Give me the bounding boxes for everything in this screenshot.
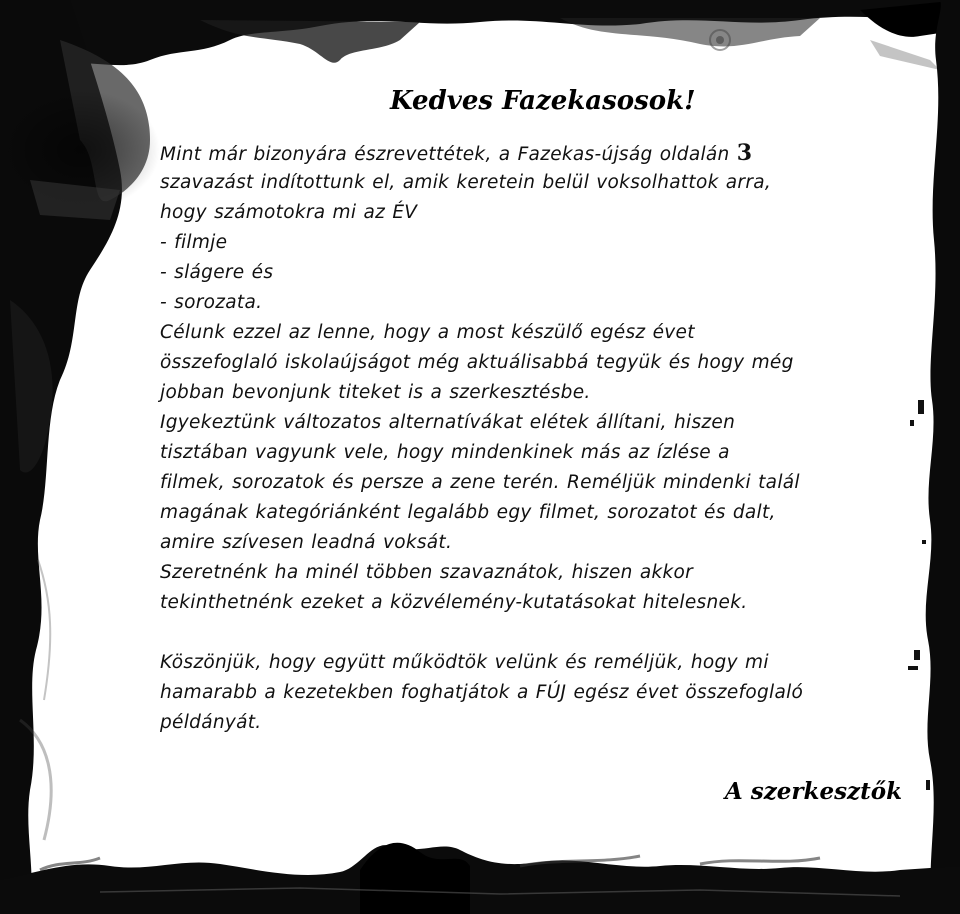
vote-count: 3 [736, 140, 753, 166]
body-line: Igyekeztünk változatos alternatívákat elétek állítani, hiszen [160, 412, 736, 433]
body-line: magának kategóriánként legalább egy filmet, sorozatot és dalt, [160, 502, 776, 523]
body-line: hogy számotokra mi az ÉV [160, 202, 418, 223]
paragraph-gap [160, 618, 902, 648]
list-item-series: - sorozata. [160, 292, 263, 313]
closing-line: példányát. [160, 712, 262, 733]
list-item-song: - slágere és [160, 262, 274, 283]
body-line: filmek, sorozatok és persze a zene terén. Reméljük mindenki talál [160, 472, 800, 493]
letter-body [160, 138, 902, 738]
body-line: Célunk ezzel az lenne, hogy a most készülő egész évet [160, 322, 695, 343]
body-line: Szeretnénk ha minél többen szavaznátok, hiszen akkor [160, 562, 694, 583]
closing-line: Köszönjük, hogy együtt működtök velünk és reméljük, hogy mi [160, 652, 769, 673]
closing-line: hamarabb a kezetekben foghatjátok a FÚJ egész évet összefoglaló [160, 682, 804, 703]
body-line: tisztában vagyunk vele, hogy mindenkinek más az ízlése a [160, 442, 730, 463]
body-line: amire szívesen leadná voksát. [160, 532, 453, 553]
body-line: jobban bevonjunk titeket is a szerkesztésbe. [160, 382, 591, 403]
body-line: tekinthetnénk ezeket a közvélemény-kutatásokat hitelesnek. [160, 592, 748, 613]
letter-content [160, 84, 902, 738]
intro-text: Mint már bizonyára észrevettétek, a Fazekas-újság oldalán [160, 144, 737, 165]
list-item-film: - filmje [160, 232, 228, 253]
letter-signature: A szerkesztők [724, 778, 902, 805]
body-line: szavazást indítottunk el, amik keretein belül voksolhattok arra, [160, 172, 772, 193]
body-line-1 [160, 138, 902, 168]
body-line: összefoglaló iskolaújságot még aktuálisabbá tegyük és hogy még [160, 352, 794, 373]
letter-title: Kedves Fazekasosok! [390, 86, 696, 116]
